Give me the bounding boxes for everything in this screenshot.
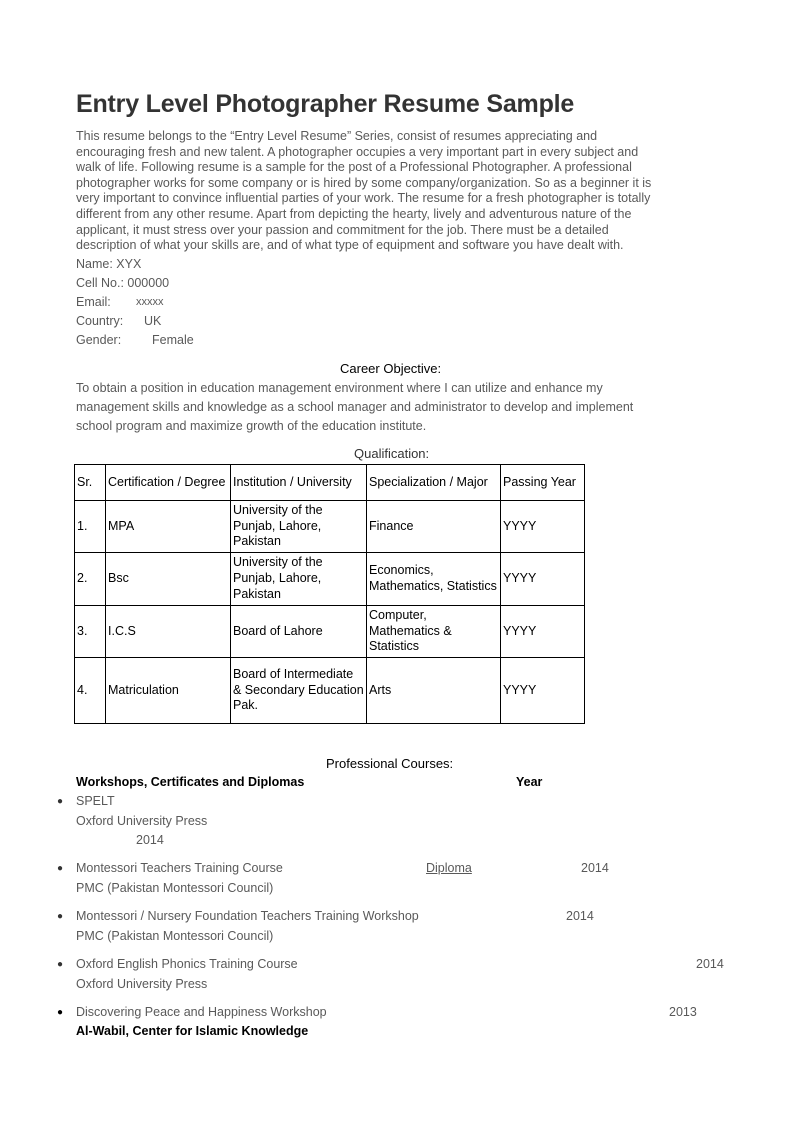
- course-type-link[interactable]: Diploma: [426, 861, 472, 875]
- table-row: [75, 606, 585, 658]
- course-org: PMC (Pakistan Montessori Council): [76, 881, 274, 895]
- table-cell: Board of Intermediate & Secondary Education Pak.: [231, 658, 367, 724]
- course-year: 2014: [696, 957, 724, 971]
- table-cell: Finance: [367, 501, 501, 553]
- table-cell: Computer, Mathematics & Statistics: [367, 606, 501, 658]
- intro-line: This resume belongs to the “Entry Level Resume” Series, consist of resumes appreciating and: [76, 129, 598, 143]
- table-header-row: [75, 465, 585, 501]
- table-cell: Economics, Mathematics, Statistics: [367, 553, 501, 606]
- gender-label: Gender:: [76, 333, 122, 347]
- table-cell: Bsc: [106, 553, 231, 606]
- table-cell: YYYY: [501, 553, 585, 606]
- email-line: [76, 295, 164, 309]
- table-cell: YYYY: [501, 658, 585, 724]
- header-cell: Institution / University: [231, 465, 367, 501]
- courses-column-year: Year: [516, 775, 543, 789]
- page-title: Entry Level Photographer Resume Sample: [76, 90, 575, 118]
- course-name: SPELT: [76, 794, 115, 808]
- bullet-icon: ●: [57, 796, 64, 807]
- table-cell: University of the Punjab, Lahore, Pakistan: [231, 553, 367, 606]
- qualification-heading: Qualification:: [354, 446, 430, 461]
- table-cell: 1.: [75, 501, 106, 553]
- country-label: Country:: [76, 314, 124, 328]
- table-cell: MPA: [106, 501, 231, 553]
- table-row: [75, 553, 585, 606]
- intro-line: description of what your skills are, and of what type of equipment and software you have dealt with.: [76, 238, 624, 253]
- course-name: Discovering Peace and Happiness Workshop: [76, 1005, 327, 1019]
- career-objective-text: [76, 379, 726, 436]
- table-cell: University of the Punjab, Lahore, Pakistan: [231, 501, 367, 553]
- course-org: PMC (Pakistan Montessori Council): [76, 929, 274, 943]
- table-row: [75, 658, 585, 724]
- course-org: Al-Wabil, Center for Islamic Knowledge: [76, 1024, 309, 1038]
- name-line: Name: XYX: [76, 257, 142, 271]
- cell-line: Cell No.: 000000: [76, 276, 170, 290]
- career-objective-heading: Career Objective:: [340, 361, 442, 376]
- table-cell: YYYY: [501, 606, 585, 658]
- bullet-icon: ●: [57, 911, 64, 922]
- bullet-icon: ●: [57, 959, 64, 970]
- course-year: 2014: [136, 833, 164, 847]
- course-year: 2014: [581, 861, 609, 875]
- header-cell: Passing Year: [501, 465, 585, 501]
- intro-line: applicant, it must stress over your passion and commitment for the job. There must be a detailed: [76, 222, 609, 237]
- bullet-icon: ●: [57, 863, 64, 874]
- course-year: 2014: [566, 909, 594, 923]
- country-line: [76, 314, 162, 328]
- courses-column-title: Workshops, Certificates and Diplomas: [76, 775, 305, 789]
- header-cell: Specialization / Major: [367, 465, 501, 501]
- intro-line: encouraging fresh and new talent. A photographer occupies a very important part in every subject and: [76, 144, 639, 159]
- country-value: UK: [144, 314, 162, 328]
- course-year: 2013: [669, 1005, 697, 1019]
- table-cell: Arts: [367, 658, 501, 724]
- email-label: Email:: [76, 295, 111, 309]
- course-org: Oxford University Press: [76, 814, 208, 828]
- course-name: Oxford English Phonics Training Course: [76, 957, 298, 971]
- table-cell: 3.: [75, 606, 106, 658]
- intro-line: very important to convince influential parties of your work. The resume for a fresh photographer is totally: [76, 191, 651, 206]
- course-name: Montessori Teachers Training Course: [76, 861, 283, 875]
- course-org: Oxford University Press: [76, 977, 208, 991]
- header-cell: Sr.: [75, 465, 106, 501]
- course-name: Montessori / Nursery Foundation Teachers Training Workshop: [76, 909, 419, 923]
- intro-paragraph: [76, 129, 724, 254]
- bullet-icon: ●: [57, 1007, 64, 1018]
- gender-value: Female: [152, 333, 194, 347]
- courses-heading: Professional Courses:: [326, 756, 454, 771]
- intro-line: walk of life. Following resume is a sample for the post of a Professional Photographer. A professional: [76, 160, 632, 175]
- intro-line: different from any other resume. Apart from depicting the hearty, lively and adventurous nature of the: [76, 206, 632, 221]
- email-value: xxxxx: [136, 296, 164, 308]
- objective-line: management skills and knowledge as a school manager and administrator to develop and implement: [76, 400, 634, 414]
- objective-line: To obtain a position in education management environment where I can utilize and enhance my: [76, 381, 603, 395]
- qualification-table: [74, 464, 585, 724]
- table-cell: 4.: [75, 658, 106, 724]
- header-cell: Certification / Degree: [106, 465, 231, 501]
- table-cell: Board of Lahore: [231, 606, 367, 658]
- table-cell: Matriculation: [106, 658, 231, 724]
- objective-line: school program and maximize growth of the education institute.: [76, 419, 427, 433]
- intro-line: photographer works for some company or is hired by some company/organization. So as a beginner it is: [76, 175, 652, 190]
- gender-line: [76, 333, 194, 347]
- table-cell: I.C.S: [106, 606, 231, 658]
- table-cell: YYYY: [501, 501, 585, 553]
- table-row: [75, 501, 585, 553]
- table-cell: 2.: [75, 553, 106, 606]
